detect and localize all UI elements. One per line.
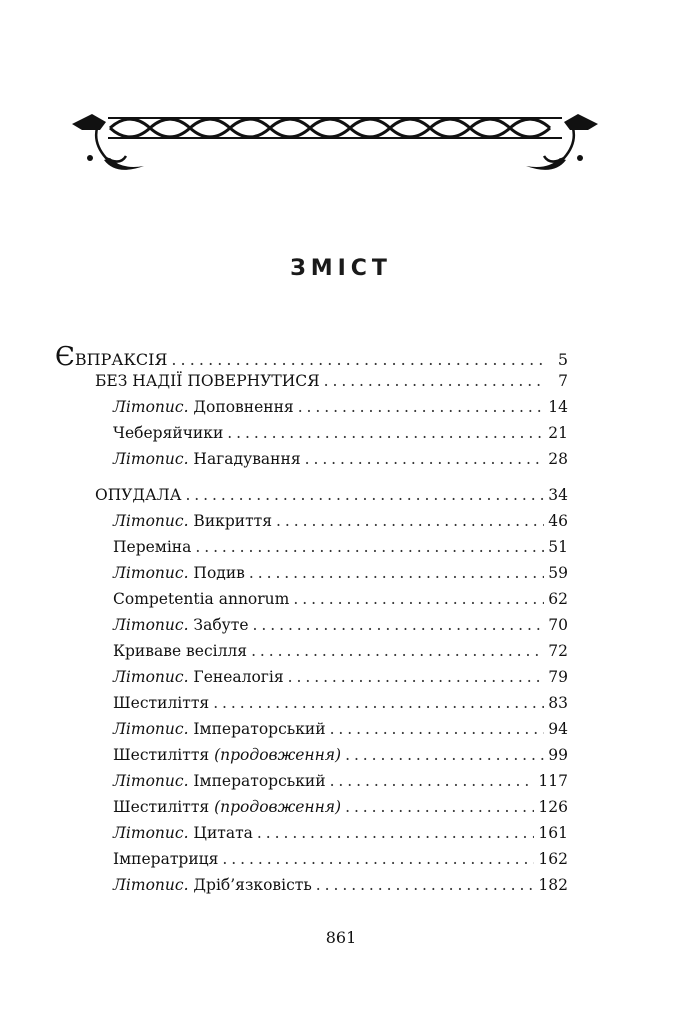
entry-title [113,798,341,816]
entry-text: Забуте [188,616,249,634]
leader-dots [298,398,544,416]
leader-dots [330,772,535,790]
entry-text: Криваве весілля [113,642,248,660]
toc-entry[interactable] [55,694,568,720]
leader-dots [253,616,544,634]
entry-suffix: (продовження) [214,798,342,816]
page-number: 21 [548,424,568,442]
entry-title [113,450,301,468]
toc-part-title: ЄВПРАКСІЯ [55,342,168,372]
entry-text: Шестиліття [113,694,210,712]
leader-dots [195,538,544,556]
leader-dots [222,850,534,868]
toc-entry[interactable] [55,398,568,424]
page-number: 51 [548,538,568,556]
page-number: 117 [538,772,568,790]
page-number: 162 [538,850,568,868]
entry-text: Переміна [113,538,192,556]
entry-text: Генеалогія [188,668,284,686]
entry-title [113,772,326,790]
entry-prefix: Літопис. [113,398,189,416]
page-number: 161 [538,824,568,842]
entry-title [113,876,312,894]
entry-text: Імператриця [113,850,219,868]
leader-dots [288,668,544,686]
page-number: 46 [548,512,568,530]
toc-entry[interactable] [55,746,568,772]
entry-title [113,424,223,442]
toc-entry[interactable] [55,876,568,902]
entry-title [113,616,249,634]
page-number: 62 [548,590,568,608]
toc-entry[interactable] [55,564,568,590]
section-entries [55,398,568,476]
entry-prefix: Літопис. [113,512,189,530]
entry-text: Чеберяйчики [113,424,224,442]
entry-title [113,512,272,530]
leader-dots [324,372,544,390]
entry-title [113,564,245,582]
toc-entry[interactable] [55,850,568,876]
leader-dots [316,876,535,894]
leader-dots [345,746,544,764]
leader-dots [213,694,544,712]
section-entries [55,512,568,902]
section-title: БЕЗ НАДІЇ ПОВЕРНУТИСЯ [95,372,320,390]
page-number: 83 [548,694,568,712]
leader-dots [251,642,544,660]
entry-prefix: Літопис. [113,564,189,582]
entry-title [113,590,289,608]
page-number: 94 [548,720,568,738]
toc-entry[interactable] [55,772,568,798]
entry-title [113,850,218,868]
entry-text: Імператорський [188,720,326,738]
toc-entry[interactable] [55,424,568,450]
toc-entry[interactable] [55,720,568,746]
entry-text: Дріб’язковість [188,876,312,894]
page-number: 59 [548,564,568,582]
entry-title [113,720,326,738]
entry-title [113,746,341,764]
entry-prefix: Літопис. [113,668,189,686]
toc-entry[interactable] [55,824,568,850]
page-number: 79 [548,668,568,686]
ornament-icon [70,100,600,180]
leader-dots [185,486,544,504]
toc-section[interactable] [55,372,568,398]
toc-section[interactable] [55,486,568,512]
entry-title [113,538,191,556]
leader-dots [293,590,544,608]
page-number: 7 [558,372,568,390]
entry-text: Цитата [188,824,253,842]
page-number: 34 [548,486,568,504]
entry-prefix: Літопис. [113,616,189,634]
entry-prefix: Літопис. [113,824,189,842]
leader-dots [257,824,534,842]
toc-entry[interactable] [55,450,568,476]
page-number: 70 [548,616,568,634]
leader-dots [171,350,544,369]
entry-text: Шестиліття [113,798,215,816]
leader-dots [249,564,544,582]
toc-entry[interactable] [55,798,568,824]
leader-dots [345,798,534,816]
toc-entry[interactable] [55,668,568,694]
toc-entry[interactable] [55,538,568,564]
toc-entry[interactable] [55,512,568,538]
page-number: 72 [548,642,568,660]
page-number: 14 [548,398,568,416]
entry-text: Шестиліття [113,746,215,764]
entry-text: Доповнення [188,398,294,416]
page-number: 99 [548,746,568,764]
page-number: 126 [538,798,568,816]
table-of-contents [55,342,568,902]
entry-text: Викриття [188,512,273,530]
leader-dots [276,512,544,530]
toc-part[interactable] [55,342,568,372]
entry-title [113,824,253,842]
entry-title [113,642,247,660]
page-number: 182 [538,876,568,894]
entry-title [113,668,284,686]
entry-title [113,398,294,416]
entry-prefix: Літопис. [113,876,189,894]
toc-entry[interactable] [55,590,568,616]
entry-prefix: Літопис. [113,772,189,790]
folio-page-number: 861 [325,928,357,947]
leader-dots [305,450,544,468]
entry-title [113,694,209,712]
leader-dots [227,424,544,442]
entry-suffix: (продовження) [214,746,342,764]
page-number: 28 [548,450,568,468]
entry-text: Нагадування [188,450,301,468]
entry-text: Імператорський [188,772,326,790]
section-title: ОПУДАЛА [95,486,182,504]
toc-entry[interactable] [55,616,568,642]
entry-text: Competentia annorum [113,590,290,608]
entry-prefix: Літопис. [113,720,189,738]
entry-text: Подив [188,564,245,582]
page-number: 5 [557,350,568,369]
entry-prefix: Літопис. [113,450,189,468]
toc-entry[interactable] [55,642,568,668]
leader-dots [330,720,544,738]
page-title: ЗМІСТ [290,256,392,281]
